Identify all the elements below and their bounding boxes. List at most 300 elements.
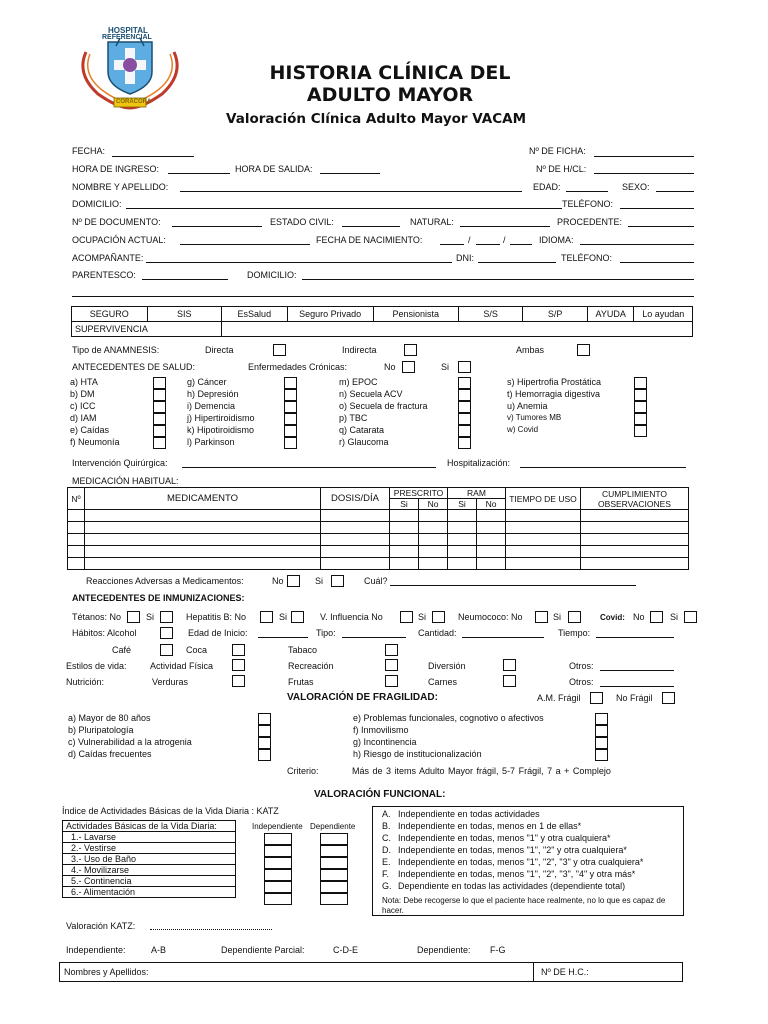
reacciones-no-label: No bbox=[272, 576, 284, 586]
antecedente-label: e) Caídas bbox=[70, 425, 110, 435]
med-ram-si: Si bbox=[448, 499, 477, 510]
medicacion-cell[interactable] bbox=[581, 558, 689, 570]
katz-independiente-checkbox[interactable] bbox=[264, 845, 292, 857]
katz-dependiente-checkbox[interactable] bbox=[320, 857, 348, 869]
dni-field[interactable] bbox=[478, 262, 556, 263]
antecedente-label: t) Hemorragia digestiva bbox=[507, 389, 601, 399]
antecedente-checkbox[interactable] bbox=[284, 389, 297, 401]
fecha-nac-label: FECHA DE NACIMIENTO: bbox=[316, 235, 423, 245]
supervivencia-label: SUPERVIVENCIA bbox=[72, 322, 222, 337]
antecedente-label: c) ICC bbox=[70, 401, 96, 411]
antecedente-label: o) Secuela de fractura bbox=[339, 401, 428, 411]
seguro-lo-ayudan[interactable]: Lo ayudan bbox=[634, 307, 693, 322]
katz-scale-key: D. bbox=[382, 845, 391, 855]
reacciones-label: Reacciones Adversas a Medicamentos: bbox=[86, 576, 244, 586]
med-col-prescrito: PRESCRITO bbox=[390, 488, 448, 499]
katz-activity-label: 1.- Lavarse bbox=[63, 832, 236, 843]
tiempo-field[interactable] bbox=[596, 637, 674, 638]
otros2-field[interactable] bbox=[600, 686, 674, 687]
med-prescrito-si: Si bbox=[390, 499, 419, 510]
neumococo-si-label: Si bbox=[553, 612, 562, 622]
hora-ingreso-field[interactable] bbox=[168, 173, 230, 174]
antecedente-checkbox[interactable] bbox=[458, 425, 471, 437]
medicacion-cell[interactable] bbox=[477, 522, 506, 534]
antecedente-label: j) Hipertiroidismo bbox=[187, 413, 255, 423]
covid-no-checkbox[interactable] bbox=[650, 611, 663, 623]
fragilidad-title: VALORACIÓN DE FRAGILIDAD: bbox=[287, 692, 438, 703]
seguro-sp[interactable]: S/P bbox=[523, 307, 588, 322]
fecha-nac-year[interactable] bbox=[510, 244, 532, 245]
reacciones-no-checkbox[interactable] bbox=[287, 575, 300, 587]
fragilidad-item-label: h) Riesgo de institucionalización bbox=[353, 749, 482, 759]
antecedente-checkbox[interactable] bbox=[634, 401, 647, 413]
medicacion-cell[interactable] bbox=[321, 510, 390, 522]
covid-label: Covid: bbox=[600, 613, 625, 622]
tiempo-label: Tiempo: bbox=[558, 628, 591, 638]
edad-field[interactable] bbox=[566, 191, 608, 192]
natural-field[interactable] bbox=[460, 226, 550, 227]
medicacion-cell[interactable] bbox=[448, 510, 477, 522]
katz-activity-row bbox=[63, 887, 236, 898]
fragilidad-item-checkbox[interactable] bbox=[258, 725, 271, 737]
antecedente-checkbox[interactable] bbox=[458, 437, 471, 449]
antecedente-checkbox[interactable] bbox=[458, 389, 471, 401]
anamnesis-label: Tipo de ANAMNESIS: bbox=[72, 345, 160, 355]
domicilio2-label: DOMICILIO: bbox=[247, 270, 297, 280]
nombre-label: NOMBRE Y APELLIDO: bbox=[72, 182, 169, 192]
katz-scale-text: Independiente en todas, menos "1" y otra cualquiera* bbox=[398, 833, 611, 843]
katz-scale-text: Independiente en todas, menos "1", "2" y otra cualquiera* bbox=[398, 845, 627, 855]
covid-si-label: Si bbox=[670, 612, 679, 622]
edad-inicio-field[interactable] bbox=[258, 637, 308, 638]
medicacion-cell[interactable] bbox=[448, 546, 477, 558]
medicacion-label: MEDICACIÓN HABITUAL: bbox=[72, 476, 179, 486]
katz-dependiente-checkbox[interactable] bbox=[320, 833, 348, 845]
n-hcl-label: Nº DE H/CL: bbox=[536, 164, 587, 174]
fragilidad-item-checkbox[interactable] bbox=[258, 737, 271, 749]
coca-label: Coca bbox=[186, 645, 208, 655]
fragilidad-item-checkbox[interactable] bbox=[595, 713, 608, 725]
katz-scale-text: Dependiente en todas las actividades (dependiente total) bbox=[398, 881, 626, 891]
med-col-dosis: DOSIS/DÍA bbox=[321, 488, 390, 510]
antecedente-label: q) Catarata bbox=[339, 425, 385, 435]
logo-mid-text: REFERENCIAL bbox=[102, 34, 152, 41]
medicacion-cell[interactable] bbox=[419, 534, 448, 546]
hospitalizacion-field[interactable] bbox=[520, 467, 686, 468]
antecedente-label: i) Demencia bbox=[187, 401, 236, 411]
katz-title: Índice de Actividades Básicas de la Vida Diaria : KATZ bbox=[62, 806, 279, 816]
antecedente-label: a) HTA bbox=[70, 377, 98, 387]
medicacion-cell[interactable] bbox=[68, 558, 85, 570]
katz-activity-label: 3.- Uso de Baño bbox=[63, 854, 236, 865]
criterio-text: Más de 3 items Adulto Mayor frágil, 5-7 Frágil, 7 a + Complejo bbox=[352, 766, 611, 776]
katz-independiente-checkbox[interactable] bbox=[264, 833, 292, 845]
hora-ingreso-label: HORA DE INGRESO: bbox=[72, 164, 160, 174]
medicacion-cell[interactable] bbox=[506, 534, 581, 546]
parentesco-field[interactable] bbox=[142, 279, 228, 280]
medicacion-cell[interactable] bbox=[477, 546, 506, 558]
tabaco-checkbox[interactable] bbox=[385, 644, 398, 656]
antecedente-checkbox[interactable] bbox=[634, 413, 647, 425]
medicacion-cell[interactable] bbox=[477, 534, 506, 546]
intervencion-field[interactable] bbox=[182, 467, 436, 468]
seguro-pensionista[interactable]: Pensionista bbox=[373, 307, 458, 322]
katz-independiente-checkbox[interactable] bbox=[264, 869, 292, 881]
recreacion-checkbox[interactable] bbox=[385, 659, 398, 671]
medicacion-cell[interactable] bbox=[581, 534, 689, 546]
fragilidad-item-label: a) Mayor de 80 años bbox=[68, 713, 151, 723]
katz-col-dependiente: Dependiente bbox=[310, 822, 356, 831]
extra-line[interactable] bbox=[72, 296, 694, 297]
n-ficha-label: Nº DE FICHA: bbox=[529, 146, 586, 156]
antecedente-checkbox[interactable] bbox=[634, 377, 647, 389]
med-col-cumplimiento: CUMPLIMIENTO OBSERVACIONES bbox=[581, 488, 689, 510]
antecedente-checkbox[interactable] bbox=[284, 425, 297, 437]
antecedente-label: p) TBC bbox=[339, 413, 368, 423]
frutas-label: Frutas bbox=[288, 677, 314, 687]
medicacion-cell[interactable] bbox=[581, 510, 689, 522]
cafe-checkbox[interactable] bbox=[160, 644, 173, 656]
influencia-si-label: Si bbox=[418, 612, 427, 622]
hora-salida-label: HORA DE SALIDA: bbox=[235, 164, 313, 174]
logo-top-text: HOSPITAL bbox=[108, 26, 148, 35]
natural-label: NATURAL: bbox=[410, 217, 454, 227]
reacciones-cual-field[interactable] bbox=[390, 585, 636, 586]
footer-nombres-field[interactable] bbox=[160, 964, 530, 980]
fragilidad-item-label: g) Incontinencia bbox=[353, 737, 417, 747]
antecedente-label: w) Covid bbox=[507, 425, 539, 434]
medicacion-cell[interactable] bbox=[321, 558, 390, 570]
fecha-nac-sep1: / bbox=[468, 235, 471, 245]
fragilidad-item-checkbox[interactable] bbox=[258, 713, 271, 725]
fragilidad-item-checkbox[interactable] bbox=[595, 725, 608, 737]
seguro-sis[interactable]: SIS bbox=[147, 307, 221, 322]
footer-nhc-field[interactable] bbox=[600, 964, 680, 980]
telefono2-field[interactable] bbox=[620, 262, 694, 263]
domicilio2-field[interactable] bbox=[302, 279, 694, 280]
reacciones-si-label: Si bbox=[315, 576, 324, 586]
antecedente-checkbox[interactable] bbox=[458, 401, 471, 413]
antecedente-checkbox[interactable] bbox=[284, 377, 297, 389]
medicacion-table bbox=[67, 487, 689, 570]
diversion-label: Diversión bbox=[428, 661, 466, 671]
antecedente-label: g) Cáncer bbox=[187, 377, 227, 387]
katz-activity-row bbox=[63, 854, 236, 865]
page-title-line2: ADULTO MAYOR bbox=[306, 84, 474, 106]
katz-activity-label: 5.- Continencia bbox=[63, 876, 236, 887]
katz-dependiente-checkbox[interactable] bbox=[320, 893, 348, 905]
coca-checkbox[interactable] bbox=[232, 644, 245, 656]
n-documento-label: Nº DE DOCUMENTO: bbox=[72, 217, 161, 227]
reacciones-si-checkbox[interactable] bbox=[331, 575, 344, 587]
tetanos-si-label: Si bbox=[146, 612, 155, 622]
fecha-nac-month[interactable] bbox=[476, 244, 500, 245]
procedente-label: PROCEDENTE: bbox=[557, 217, 623, 227]
katz-independiente-checkbox[interactable] bbox=[264, 857, 292, 869]
medicacion-cell[interactable] bbox=[390, 522, 419, 534]
katz-col-independiente: Independiente bbox=[252, 822, 303, 831]
medicacion-cell[interactable] bbox=[581, 522, 689, 534]
fragilidad-item-label: e) Problemas funcionales, cognotivo o afectivos bbox=[353, 713, 544, 723]
med-col-n: Nº bbox=[68, 488, 85, 510]
medicacion-cell[interactable] bbox=[506, 522, 581, 534]
antecedente-checkbox[interactable] bbox=[153, 377, 166, 389]
medicacion-cell[interactable] bbox=[506, 510, 581, 522]
anamnesis-directa-checkbox[interactable] bbox=[273, 344, 286, 356]
influencia-no-checkbox[interactable] bbox=[400, 611, 413, 623]
antecedente-checkbox[interactable] bbox=[284, 401, 297, 413]
medicacion-cell[interactable] bbox=[390, 534, 419, 546]
sexo-label: SEXO: bbox=[622, 182, 650, 192]
medicacion-cell[interactable] bbox=[506, 558, 581, 570]
no-fragil-checkbox[interactable] bbox=[662, 692, 675, 704]
cantidad-field[interactable] bbox=[462, 637, 544, 638]
med-ram-no: No bbox=[477, 499, 506, 510]
otros-field[interactable] bbox=[600, 670, 674, 671]
neumococo-si-checkbox[interactable] bbox=[568, 611, 581, 623]
katz-nota: Nota: Debe recogerse lo que el paciente hace realmente, no lo que es capaz de hacer. bbox=[382, 896, 666, 915]
medicacion-cell[interactable] bbox=[506, 546, 581, 558]
katz-activity-label: 4.- Movilizarse bbox=[63, 865, 236, 876]
inmunizaciones-label: ANTECEDENTES DE INMUNIZACIONES: bbox=[72, 593, 245, 603]
dependiente-label: Dependiente: bbox=[417, 945, 471, 955]
medicacion-row[interactable] bbox=[68, 522, 689, 534]
medicacion-cell[interactable] bbox=[321, 522, 390, 534]
medicacion-cell[interactable] bbox=[85, 546, 321, 558]
habitos-label: Hábitos: Alcohol bbox=[72, 628, 137, 638]
ocupacion-field[interactable] bbox=[180, 244, 310, 245]
supervivencia-field[interactable] bbox=[222, 322, 693, 337]
domicilio-field[interactable] bbox=[126, 208, 562, 209]
med-col-ram: RAM bbox=[448, 488, 506, 499]
medicacion-cell[interactable] bbox=[85, 510, 321, 522]
fecha-field[interactable] bbox=[112, 156, 194, 157]
logo-bottom-text: CORACORA bbox=[116, 99, 152, 105]
otros-label: Otros: bbox=[569, 661, 594, 671]
alcohol-checkbox[interactable] bbox=[160, 627, 173, 639]
fragilidad-item-checkbox[interactable] bbox=[595, 737, 608, 749]
antecedente-label: d) IAM bbox=[70, 413, 97, 423]
antecedente-checkbox[interactable] bbox=[458, 413, 471, 425]
hepatitis-label: Hepatitis B: No bbox=[186, 612, 247, 622]
katz-dependiente-checkbox[interactable] bbox=[320, 881, 348, 893]
fragilidad-item-checkbox[interactable] bbox=[595, 749, 608, 761]
katz-table-header: Actividades Básicas de la Vida Diaria: bbox=[63, 821, 236, 832]
seguro-essalud[interactable]: EsSalud bbox=[222, 307, 288, 322]
katz-independiente-checkbox[interactable] bbox=[264, 893, 292, 905]
telefono-label: TELÉFONO: bbox=[562, 199, 614, 209]
medicacion-cell[interactable] bbox=[448, 558, 477, 570]
procedente-field[interactable] bbox=[628, 226, 694, 227]
footer-nhc-label: Nº DE H.C.: bbox=[541, 967, 589, 977]
medicacion-cell[interactable] bbox=[68, 522, 85, 534]
medicacion-cell[interactable] bbox=[419, 522, 448, 534]
medicacion-cell[interactable] bbox=[390, 510, 419, 522]
idioma-label: IDIOMA: bbox=[539, 235, 574, 245]
telefono2-label: TELÉFONO: bbox=[561, 253, 613, 263]
tipo-field[interactable] bbox=[342, 637, 406, 638]
otros2-label: Otros: bbox=[569, 677, 594, 687]
acompanante-field[interactable] bbox=[146, 262, 452, 263]
neumococo-no-checkbox[interactable] bbox=[535, 611, 548, 623]
nutricion-label: Nutrición: bbox=[66, 677, 105, 687]
medicacion-cell[interactable] bbox=[477, 510, 506, 522]
dep-parcial-label: Dependiente Parcial: bbox=[221, 945, 305, 955]
seguro-ss[interactable]: S/S bbox=[458, 307, 523, 322]
edad-inicio-label: Edad de Inicio: bbox=[188, 628, 248, 638]
katz-activity-label: 2.- Vestirse bbox=[63, 843, 236, 854]
seguro-privado[interactable]: Seguro Privado bbox=[287, 307, 373, 322]
ocupacion-label: OCUPACIÓN ACTUAL: bbox=[72, 235, 166, 245]
antecedente-label: v) Tumores MB bbox=[507, 413, 562, 422]
no-fragil-label: No Frágil bbox=[616, 693, 653, 703]
dni-label: DNI: bbox=[456, 253, 474, 263]
cronicas-si-checkbox[interactable] bbox=[458, 361, 471, 373]
medicacion-cell[interactable] bbox=[448, 534, 477, 546]
tetanos-si-checkbox[interactable] bbox=[160, 611, 173, 623]
katz-scale-key: G. bbox=[382, 881, 392, 891]
katz-scale-key: C. bbox=[382, 833, 391, 843]
medicacion-cell[interactable] bbox=[321, 546, 390, 558]
antecedente-checkbox[interactable] bbox=[284, 437, 297, 449]
seguro-ayuda[interactable]: AYUDA bbox=[587, 307, 633, 322]
anamnesis-ambas-checkbox[interactable] bbox=[577, 344, 590, 356]
katz-scale-key: B. bbox=[382, 821, 391, 831]
antecedentes-label: ANTECEDENTES DE SALUD: bbox=[72, 362, 196, 372]
am-fragil-label: A.M. Frágil bbox=[537, 693, 581, 703]
med-col-medicamento: MEDICAMENTO bbox=[85, 488, 321, 510]
carnes-checkbox[interactable] bbox=[503, 675, 516, 687]
antecedente-checkbox[interactable] bbox=[634, 425, 647, 437]
idioma-field[interactable] bbox=[580, 244, 694, 245]
estado-civil-label: ESTADO CIVIL: bbox=[270, 217, 334, 227]
antecedente-label: m) EPOC bbox=[339, 377, 378, 387]
antecedente-checkbox[interactable] bbox=[634, 389, 647, 401]
antecedente-checkbox[interactable] bbox=[458, 377, 471, 389]
fragilidad-item-label: c) Vulnerabilidad a la atrogenia bbox=[68, 737, 192, 747]
fragilidad-item-checkbox[interactable] bbox=[258, 749, 271, 761]
influencia-si-checkbox[interactable] bbox=[432, 611, 445, 623]
medicacion-row[interactable] bbox=[68, 558, 689, 570]
medicacion-cell[interactable] bbox=[477, 558, 506, 570]
nombre-field[interactable] bbox=[180, 191, 522, 192]
medicacion-cell[interactable] bbox=[68, 534, 85, 546]
antecedente-label: n) Secuela ACV bbox=[339, 389, 403, 399]
fragilidad-item-label: d) Caídas frecuentes bbox=[68, 749, 152, 759]
n-hcl-field[interactable] bbox=[594, 173, 694, 174]
katz-scale-text: Independiente en todas actividades bbox=[398, 809, 540, 819]
tipo-label: Tipo: bbox=[316, 628, 336, 638]
hepatitis-si-checkbox[interactable] bbox=[291, 611, 304, 623]
antecedente-label: s) Hipertrofia Prostática bbox=[507, 377, 602, 387]
fecha-nac-day[interactable] bbox=[440, 244, 464, 245]
am-fragil-checkbox[interactable] bbox=[590, 692, 603, 704]
medicacion-row[interactable] bbox=[68, 534, 689, 546]
criterio-label: Criterio: bbox=[287, 766, 319, 776]
diversion-checkbox[interactable] bbox=[503, 659, 516, 671]
katz-dependiente-checkbox[interactable] bbox=[320, 869, 348, 881]
antecedente-label: h) Depresión bbox=[187, 389, 239, 399]
valoracion-katz-label: Valoración KATZ: bbox=[66, 921, 136, 931]
katz-independiente-checkbox[interactable] bbox=[264, 881, 292, 893]
reacciones-cual-label: Cuál? bbox=[364, 576, 388, 586]
anamnesis-ambas-label: Ambas bbox=[516, 345, 545, 355]
independiente-value: A-B bbox=[151, 945, 167, 955]
estado-civil-field[interactable] bbox=[342, 226, 400, 227]
katz-scale-text: Independiente en todas, menos "1", "2", "3", "4" y otra más* bbox=[398, 869, 636, 879]
medicacion-cell[interactable] bbox=[85, 534, 321, 546]
n-documento-field[interactable] bbox=[172, 226, 262, 227]
frutas-checkbox[interactable] bbox=[385, 675, 398, 687]
fragilidad-item-label: b) Pluripatología bbox=[68, 725, 134, 735]
antecedente-checkbox[interactable] bbox=[153, 437, 166, 449]
neumococo-label: Neumococo: No bbox=[458, 612, 523, 622]
cronicas-label: Enfermedades Crónicas: bbox=[248, 362, 348, 372]
cronicas-si-label: Si bbox=[441, 362, 450, 372]
actividad-label: Actividad Física bbox=[150, 661, 214, 671]
verduras-checkbox[interactable] bbox=[232, 675, 245, 687]
anamnesis-directa-label: Directa bbox=[205, 345, 234, 355]
hospitalizacion-label: Hospitalización: bbox=[447, 458, 511, 468]
katz-activity-row bbox=[63, 865, 236, 876]
hepatitis-si-label: Si bbox=[279, 612, 288, 622]
katz-dependiente-checkbox[interactable] bbox=[320, 845, 348, 857]
cronicas-no-checkbox[interactable] bbox=[402, 361, 415, 373]
katz-scale-text: Independiente en todas, menos "1", "2", "3" y otra cualquiera* bbox=[398, 857, 644, 867]
medicacion-cell[interactable] bbox=[68, 510, 85, 522]
medicacion-cell[interactable] bbox=[85, 522, 321, 534]
covid-si-checkbox[interactable] bbox=[684, 611, 697, 623]
medicacion-cell[interactable] bbox=[448, 522, 477, 534]
anamnesis-indirecta-checkbox[interactable] bbox=[404, 344, 417, 356]
n-ficha-field[interactable] bbox=[594, 156, 694, 157]
cantidad-label: Cantidad: bbox=[418, 628, 457, 638]
antecedente-label: u) Anemia bbox=[507, 401, 548, 411]
antecedente-checkbox[interactable] bbox=[284, 413, 297, 425]
medicacion-cell[interactable] bbox=[390, 558, 419, 570]
tabaco-label: Tabaco bbox=[288, 645, 318, 655]
katz-table bbox=[62, 820, 236, 898]
cronicas-no-label: No bbox=[384, 362, 396, 372]
anamnesis-indirecta-label: Indirecta bbox=[342, 345, 377, 355]
medicacion-cell[interactable] bbox=[85, 558, 321, 570]
sexo-field[interactable] bbox=[656, 191, 694, 192]
medicacion-cell[interactable] bbox=[581, 546, 689, 558]
medicacion-cell[interactable] bbox=[419, 558, 448, 570]
antecedente-checkbox[interactable] bbox=[153, 425, 166, 437]
medicacion-cell[interactable] bbox=[68, 546, 85, 558]
actividad-checkbox[interactable] bbox=[232, 659, 245, 671]
hepatitis-no-checkbox[interactable] bbox=[260, 611, 273, 623]
valoracion-katz-field[interactable] bbox=[150, 929, 272, 930]
medicacion-cell[interactable] bbox=[419, 510, 448, 522]
medicacion-row[interactable] bbox=[68, 510, 689, 522]
medicacion-row[interactable] bbox=[68, 546, 689, 558]
katz-scale-text: Independiente en todas, menos en 1 de ellas* bbox=[398, 821, 582, 831]
tetanos-no-checkbox[interactable] bbox=[127, 611, 140, 623]
dependiente-value: F-G bbox=[490, 945, 506, 955]
antecedente-checkbox[interactable] bbox=[153, 413, 166, 425]
hora-salida-field[interactable] bbox=[320, 173, 380, 174]
antecedente-checkbox[interactable] bbox=[153, 401, 166, 413]
funcional-title: VALORACIÓN FUNCIONAL: bbox=[314, 789, 446, 800]
medicacion-cell[interactable] bbox=[390, 546, 419, 558]
antecedente-checkbox[interactable] bbox=[153, 389, 166, 401]
medicacion-cell[interactable] bbox=[321, 534, 390, 546]
telefono-field[interactable] bbox=[620, 208, 694, 209]
seguro-header: SEGURO bbox=[72, 307, 148, 322]
medicacion-cell[interactable] bbox=[419, 546, 448, 558]
